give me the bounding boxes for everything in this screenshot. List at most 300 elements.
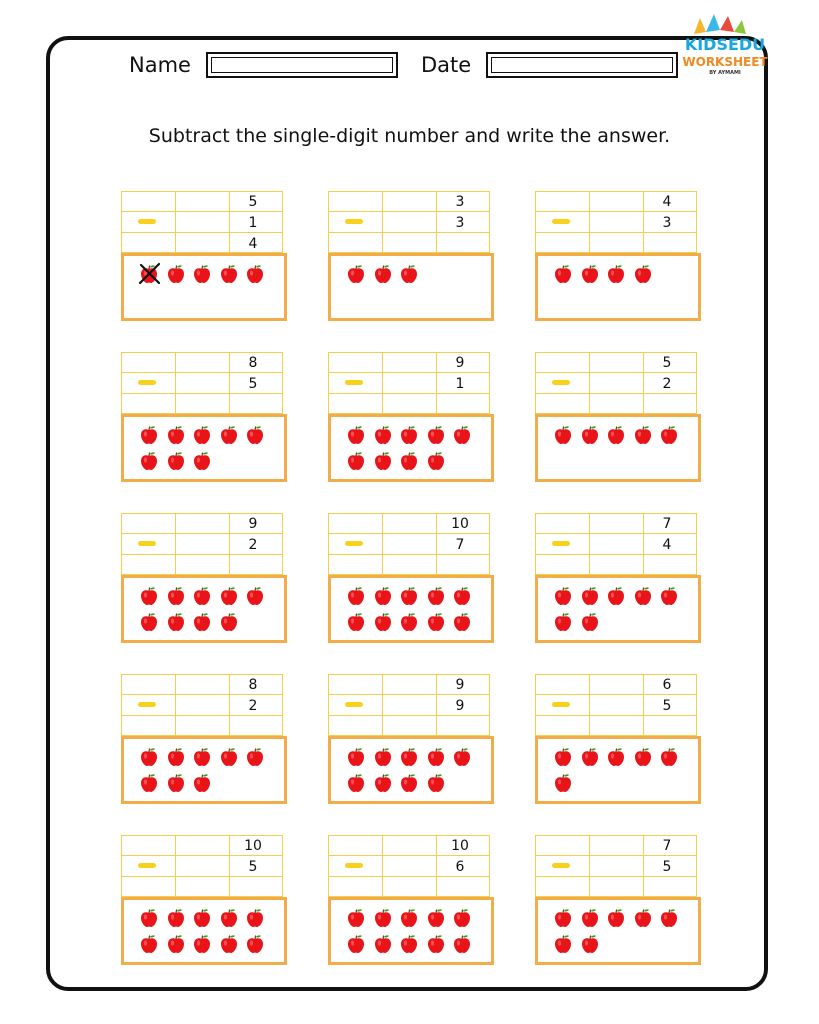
grid-line [121,211,283,212]
apple-icon [553,612,573,632]
grid-line [229,191,230,253]
grid-line [535,191,536,253]
grid-line [535,876,697,877]
apple-icon [346,934,366,954]
grid-line [535,513,697,514]
grid-line [121,533,283,534]
problem-15 [535,835,701,967]
grid-line [121,372,283,373]
minus-sign [138,380,156,385]
grid-line [696,835,697,897]
grid-line [489,191,490,253]
apple-icon [426,773,446,793]
apple-icon [580,425,600,445]
subtrahend: 3 [455,215,465,231]
apple-icon [659,586,679,606]
apple-icon [192,425,212,445]
grid-line [696,674,697,736]
grid-line [229,674,230,736]
apple-icon [452,586,472,606]
grid-line [696,352,697,414]
problem-grid [121,674,283,736]
apple-icon [139,747,159,767]
apple-box [121,253,287,321]
grid-line [382,513,383,575]
grid-line [121,674,122,736]
apple-icon [426,612,446,632]
problem-grid [535,352,697,414]
grid-line [229,835,230,897]
apple-icon [346,773,366,793]
problem-grid [535,513,697,575]
grid-line [121,352,122,414]
grid-line [535,715,697,716]
apple-icon [452,747,472,767]
problem-grid [328,191,490,253]
grid-line [328,372,490,373]
grid-line [121,674,283,675]
problem-grid [328,513,490,575]
problem-9 [535,513,701,645]
apple-icon [373,612,393,632]
minus-sign [345,380,363,385]
grid-line [643,352,644,414]
grid-line [489,835,490,897]
grid-line [328,554,490,555]
grid-line [535,674,697,675]
grid-line [382,191,383,253]
minuend: 9 [248,516,258,532]
grid-line [282,835,283,897]
apple-box [328,414,494,482]
apple-icon [245,747,265,767]
grid-line [229,513,230,575]
apple-icon [606,747,626,767]
subtrahend: 7 [455,537,465,553]
apple-icon [426,747,446,767]
apple-icon [659,908,679,928]
apple-icon [139,425,159,445]
minuend: 9 [455,355,465,371]
minus-sign [345,702,363,707]
apple-icon [553,747,573,767]
minus-sign [138,219,156,224]
apple-icon [219,934,239,954]
grid-line [328,876,490,877]
grid-line [535,533,697,534]
grid-line [589,352,590,414]
grid-line [121,835,122,897]
grid-line [328,352,490,353]
grid-line [535,835,536,897]
grid-line [328,855,490,856]
apple-icon [139,586,159,606]
subtrahend: 1 [248,215,258,231]
problem-grid [535,191,697,253]
instruction-text: Subtract the single-digit number and write the answer. [148,125,671,147]
apple-icon [192,586,212,606]
grid-line [535,513,536,575]
apple-icon [166,264,186,284]
grid-line [328,715,490,716]
apple-icon [452,908,472,928]
grid-line [489,513,490,575]
minuend: 8 [248,355,258,371]
problem-5 [328,352,494,484]
apple-icon [166,773,186,793]
grid-line [282,352,283,414]
apple-icon [373,934,393,954]
apple-icon [452,934,472,954]
minus-sign [345,863,363,868]
apple-icon [553,264,573,284]
apple-icon [633,425,653,445]
apple-icon [346,908,366,928]
apple-icon [553,586,573,606]
apple-box [535,736,701,804]
apple-icon [580,612,600,632]
grid-line [436,191,437,253]
minuend: 5 [662,355,672,371]
apple-box [121,897,287,965]
apple-icon [346,747,366,767]
apple-icon [373,425,393,445]
name-label: Name [129,53,191,77]
subtrahend: 5 [662,859,672,875]
apple-icon [192,451,212,471]
problem-6 [535,352,701,484]
grid-line [328,393,490,394]
grid-line [328,211,490,212]
grid-line [535,393,697,394]
problem-grid [121,352,283,414]
apple-icon [606,908,626,928]
problem-8 [328,513,494,645]
grid-line [328,232,490,233]
grid-line [535,232,697,233]
apple-icon [452,425,472,445]
apple-box [121,414,287,482]
problem-2 [328,191,494,323]
apple-icon [399,425,419,445]
subtrahend: 6 [455,859,465,875]
grid-line [121,513,283,514]
apple-icon [219,908,239,928]
grid-line [643,191,644,253]
apple-icon [399,773,419,793]
apple-icon [659,747,679,767]
apple-icon [580,264,600,284]
apple-icon [346,612,366,632]
grid-line [121,191,283,192]
grid-line [121,835,283,836]
grid-line [643,835,644,897]
apple-icon [426,934,446,954]
apple-icon [245,934,265,954]
grid-line [328,694,490,695]
apple-icon [346,586,366,606]
apple-box [328,253,494,321]
apple-icon [346,264,366,284]
logo-line2: WORKSHEET [682,55,768,69]
apple-icon [192,934,212,954]
minus-sign [345,219,363,224]
apple-icon [399,586,419,606]
grid-line [589,513,590,575]
apple-icon [219,425,239,445]
date-label: Date [421,53,472,77]
problem-3 [535,191,701,323]
grid-line [175,835,176,897]
minuend: 10 [244,838,262,854]
apple-icon [580,586,600,606]
problem-grid [328,674,490,736]
grid-line [589,835,590,897]
grid-line [282,513,283,575]
problem-10 [121,674,287,806]
grid-line [535,352,697,353]
apple-icon [245,586,265,606]
apple-icon [399,934,419,954]
problem-grid [535,674,697,736]
subtrahend: 4 [662,537,672,553]
apple-icon [426,425,446,445]
grid-line [382,835,383,897]
apple-icon [192,773,212,793]
apple-icon [373,773,393,793]
subtrahend: 2 [662,376,672,392]
apple-icon [452,612,472,632]
grid-line [382,674,383,736]
grid-line [535,191,697,192]
problem-13 [121,835,287,967]
apple-icon [426,451,446,471]
apple-icon [245,908,265,928]
grid-line [535,694,697,695]
problem-7 [121,513,287,645]
grid-line [589,674,590,736]
apple-icon [139,934,159,954]
apple-icon [219,586,239,606]
grid-line [175,513,176,575]
apple-icon [166,747,186,767]
grid-line [328,513,490,514]
apple-box [328,736,494,804]
grid-line [121,855,283,856]
apple-icon [346,425,366,445]
grid-line [121,513,122,575]
grid-line [328,191,329,253]
grid-line [121,232,283,233]
apple-icon [399,747,419,767]
apple-icon [399,264,419,284]
apple-icon [373,264,393,284]
apple-icon [139,773,159,793]
grid-line [535,352,536,414]
grid-line [535,674,536,736]
grid-line [382,352,383,414]
grid-line [643,513,644,575]
apple-icon [192,908,212,928]
grid-line [121,352,283,353]
apple-box [121,736,287,804]
apple-icon [373,908,393,928]
apple-icon [399,908,419,928]
minuend: 3 [455,194,465,210]
apple-icon [426,908,446,928]
apple-icon [373,451,393,471]
apple-icon [166,425,186,445]
apple-icon [166,612,186,632]
apple-icon [659,425,679,445]
apple-box [328,897,494,965]
minus-sign [138,863,156,868]
apple-icon [606,586,626,606]
minus-sign [552,380,570,385]
problem-11 [328,674,494,806]
grid-line [328,352,329,414]
apple-box [535,414,701,482]
apple-icon [192,747,212,767]
grid-line [328,533,490,534]
apple-icon [245,264,265,284]
grid-line [535,211,697,212]
subtrahend: 2 [248,537,258,553]
apple-icon [166,451,186,471]
apple-icon [166,934,186,954]
grid-line [121,554,283,555]
apple-icon [399,451,419,471]
apple-icon [219,747,239,767]
problem-14 [328,835,494,967]
problem-12 [535,674,701,806]
name-field[interactable] [206,52,398,78]
apple-icon [553,908,573,928]
apple-icon [553,773,573,793]
apple-box [535,253,701,321]
logo-line3: BY AYMAMI [709,70,741,76]
grid-line [436,513,437,575]
grid-line [328,674,329,736]
grid-line [535,855,697,856]
minus-sign [345,541,363,546]
grid-line [121,715,283,716]
minuend: 6 [662,677,672,693]
date-field[interactable] [486,52,678,78]
minuend: 7 [662,516,672,532]
apple-icon [219,264,239,284]
grid-line [328,835,329,897]
apple-icon [373,586,393,606]
grid-line [696,513,697,575]
apple-icon [166,908,186,928]
grid-line [328,674,490,675]
subtrahend: 5 [662,698,672,714]
minuend: 5 [248,194,258,210]
apple-icon [346,451,366,471]
problem-grid [121,513,283,575]
grid-line [328,835,490,836]
apple-icon [192,264,212,284]
subtrahend: 1 [455,376,465,392]
grid-line [175,352,176,414]
grid-line [436,674,437,736]
grid-line [535,372,697,373]
logo-line1: KIDSEDU [684,35,766,54]
apple-icon [580,747,600,767]
problem-grid [535,835,697,897]
subtrahend: 9 [455,698,465,714]
apple-box [121,575,287,643]
apple-icon [426,586,446,606]
apple-icon [166,586,186,606]
problem-4 [121,352,287,484]
apple-box [328,575,494,643]
grid-line [643,674,644,736]
minus-sign [552,541,570,546]
minus-sign [552,863,570,868]
apple-icon [580,908,600,928]
minuend: 9 [455,677,465,693]
grid-line [175,674,176,736]
grid-line [121,694,283,695]
grid-line [282,191,283,253]
grid-line [436,352,437,414]
minus-sign [552,702,570,707]
grid-line [535,554,697,555]
problem-1 [121,191,287,323]
apple-icon [139,908,159,928]
apple-icon [580,934,600,954]
subtrahend: 5 [248,859,258,875]
apple-icon [633,586,653,606]
apple-icon [606,264,626,284]
grid-line [328,191,490,192]
minus-sign [138,702,156,707]
minuend: 4 [662,194,672,210]
apple-icon [245,425,265,445]
apple-icon [606,425,626,445]
grid-line [282,674,283,736]
subtrahend: 3 [662,215,672,231]
minus-sign [138,541,156,546]
minuend: 10 [451,838,469,854]
grid-line [696,191,697,253]
subtrahend: 2 [248,698,258,714]
apple-icon [399,612,419,632]
minuend: 10 [451,516,469,532]
grid-line [121,393,283,394]
apple-icon [219,612,239,632]
grid-line [535,835,697,836]
grid-line [436,835,437,897]
apple-icon [192,612,212,632]
cross-mark-icon [136,260,164,292]
apple-icon [553,425,573,445]
grid-line [175,191,176,253]
grid-line [589,191,590,253]
answer-cell[interactable]: 4 [248,236,258,252]
apple-icon [139,612,159,632]
problem-grid [328,352,490,414]
problem-grid [121,191,283,253]
grid-line [121,876,283,877]
grid-line [229,352,230,414]
grid-line [489,674,490,736]
grid-line [489,352,490,414]
apple-icon [633,908,653,928]
apple-box [535,575,701,643]
